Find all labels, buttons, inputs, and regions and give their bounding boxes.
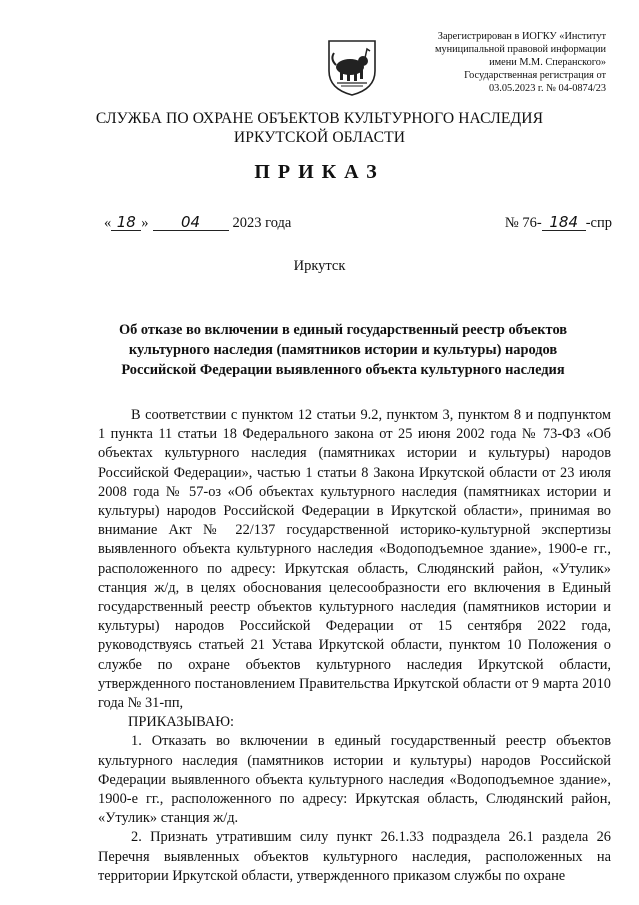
- date-day: 18: [111, 215, 141, 231]
- agency-name-line2: ИРКУТСКОЙ ОБЛАСТИ: [233, 129, 406, 146]
- registration-line: муниципальной правовой информации: [434, 44, 606, 55]
- order-word: ПРИКАЗЫВАЮ:: [128, 714, 235, 731]
- agency-name: [0, 109, 639, 147]
- registration-line: имени М.М. Сперанского»: [489, 57, 606, 68]
- registration-line: Государственная регистрация от: [464, 70, 606, 81]
- order-item-2: 2. Признать утратившим силу пункт 26.1.33 подраздела 26.1 раздела 26 Перечня выявленных объектов культурного наследия, расположенных на территории Иркутской области, утвержденного приказом службы по охране: [98, 829, 611, 884]
- registration-stamp: [386, 30, 606, 95]
- date-close-quote: »: [141, 215, 149, 231]
- order-number: [505, 215, 612, 232]
- registration-line: 03.05.2023 г. № 04-0874/23: [489, 83, 606, 94]
- order-number-value: 184: [542, 215, 586, 231]
- preamble-paragraph: В соответствии с пунктом 12 статьи 9.2, пунктом 3, пунктом 8 и подпунктом 1 пункта 11 статьи 18 Федерального закона от 25 июня 2002 года № 73-ФЗ «Об объектах культурного наследия (памятниках истории и культуры) народов Российской Федерации», частью 1 статьи 8 Закона Иркутской области от 23 июля 2008 года № 57-оз «Об объектах культурного наследия (памятниках истории и культуры) народов Российской Федерации в Иркутской области», принимая во внимание Акт № 22/137 государственной историко-культурной экспертизы выявленного объекта культурного наследия «Водоподъемное здание», 1900-е гг., расположенного по адресу: Иркутская область, Слюдянский район, «Утулик» станция ж/д, в целях обоснования целесообразности его включения в Единый государственный реестр объектов культурного наследия (памятников истории и культуры) народов Российской Федерации от 15 сентября 2022 года, руководствуясь статьей 21 Устава Иркутской области, пунктом 10 Положения о службе по охране объектов культурного наследия Иркутской области, утвержденного постановлением Правительства Иркутской области от 9 марта 2010 года № 31-пп,: [98, 407, 611, 712]
- registration-line: Зарегистрирован в ИОГКУ «Институт: [437, 31, 606, 42]
- order-number-suffix: -спр: [585, 215, 612, 231]
- date-open-quote: «: [104, 215, 112, 231]
- order-body: [98, 406, 611, 886]
- document-title: ПРИКАЗ: [254, 161, 385, 183]
- order-heading: Об отказе во включении в единый государственный реестр объектов культурного наследия (памятников истории и культуры) народов Российской Федерации выявленного объекта культурного наследия: [118, 322, 568, 378]
- order-item-1: 1. Отказать во включении в единый государственный реестр объектов культурного наследия (памятников истории и культуры) народов Российской Федерации выявленного объекта культурного наследия «Водоподъемное здание», 1900-е гг., расположенного по адресу: Иркутская область, Слюдянский район, «Утулик» станция ж/д.: [98, 733, 611, 827]
- city: Иркутск: [293, 258, 346, 274]
- agency-name-line1: СЛУЖБА ПО ОХРАНЕ ОБЪЕКТОВ КУЛЬТУРНОГО НАСЛЕДИЯ: [95, 110, 544, 127]
- date-month: 04: [153, 215, 229, 231]
- irkutsk-coat-of-arms-icon: [323, 37, 381, 97]
- order-number-prefix: № 76-: [504, 215, 542, 231]
- order-date: [104, 215, 291, 232]
- date-year: 2023 года: [232, 215, 292, 231]
